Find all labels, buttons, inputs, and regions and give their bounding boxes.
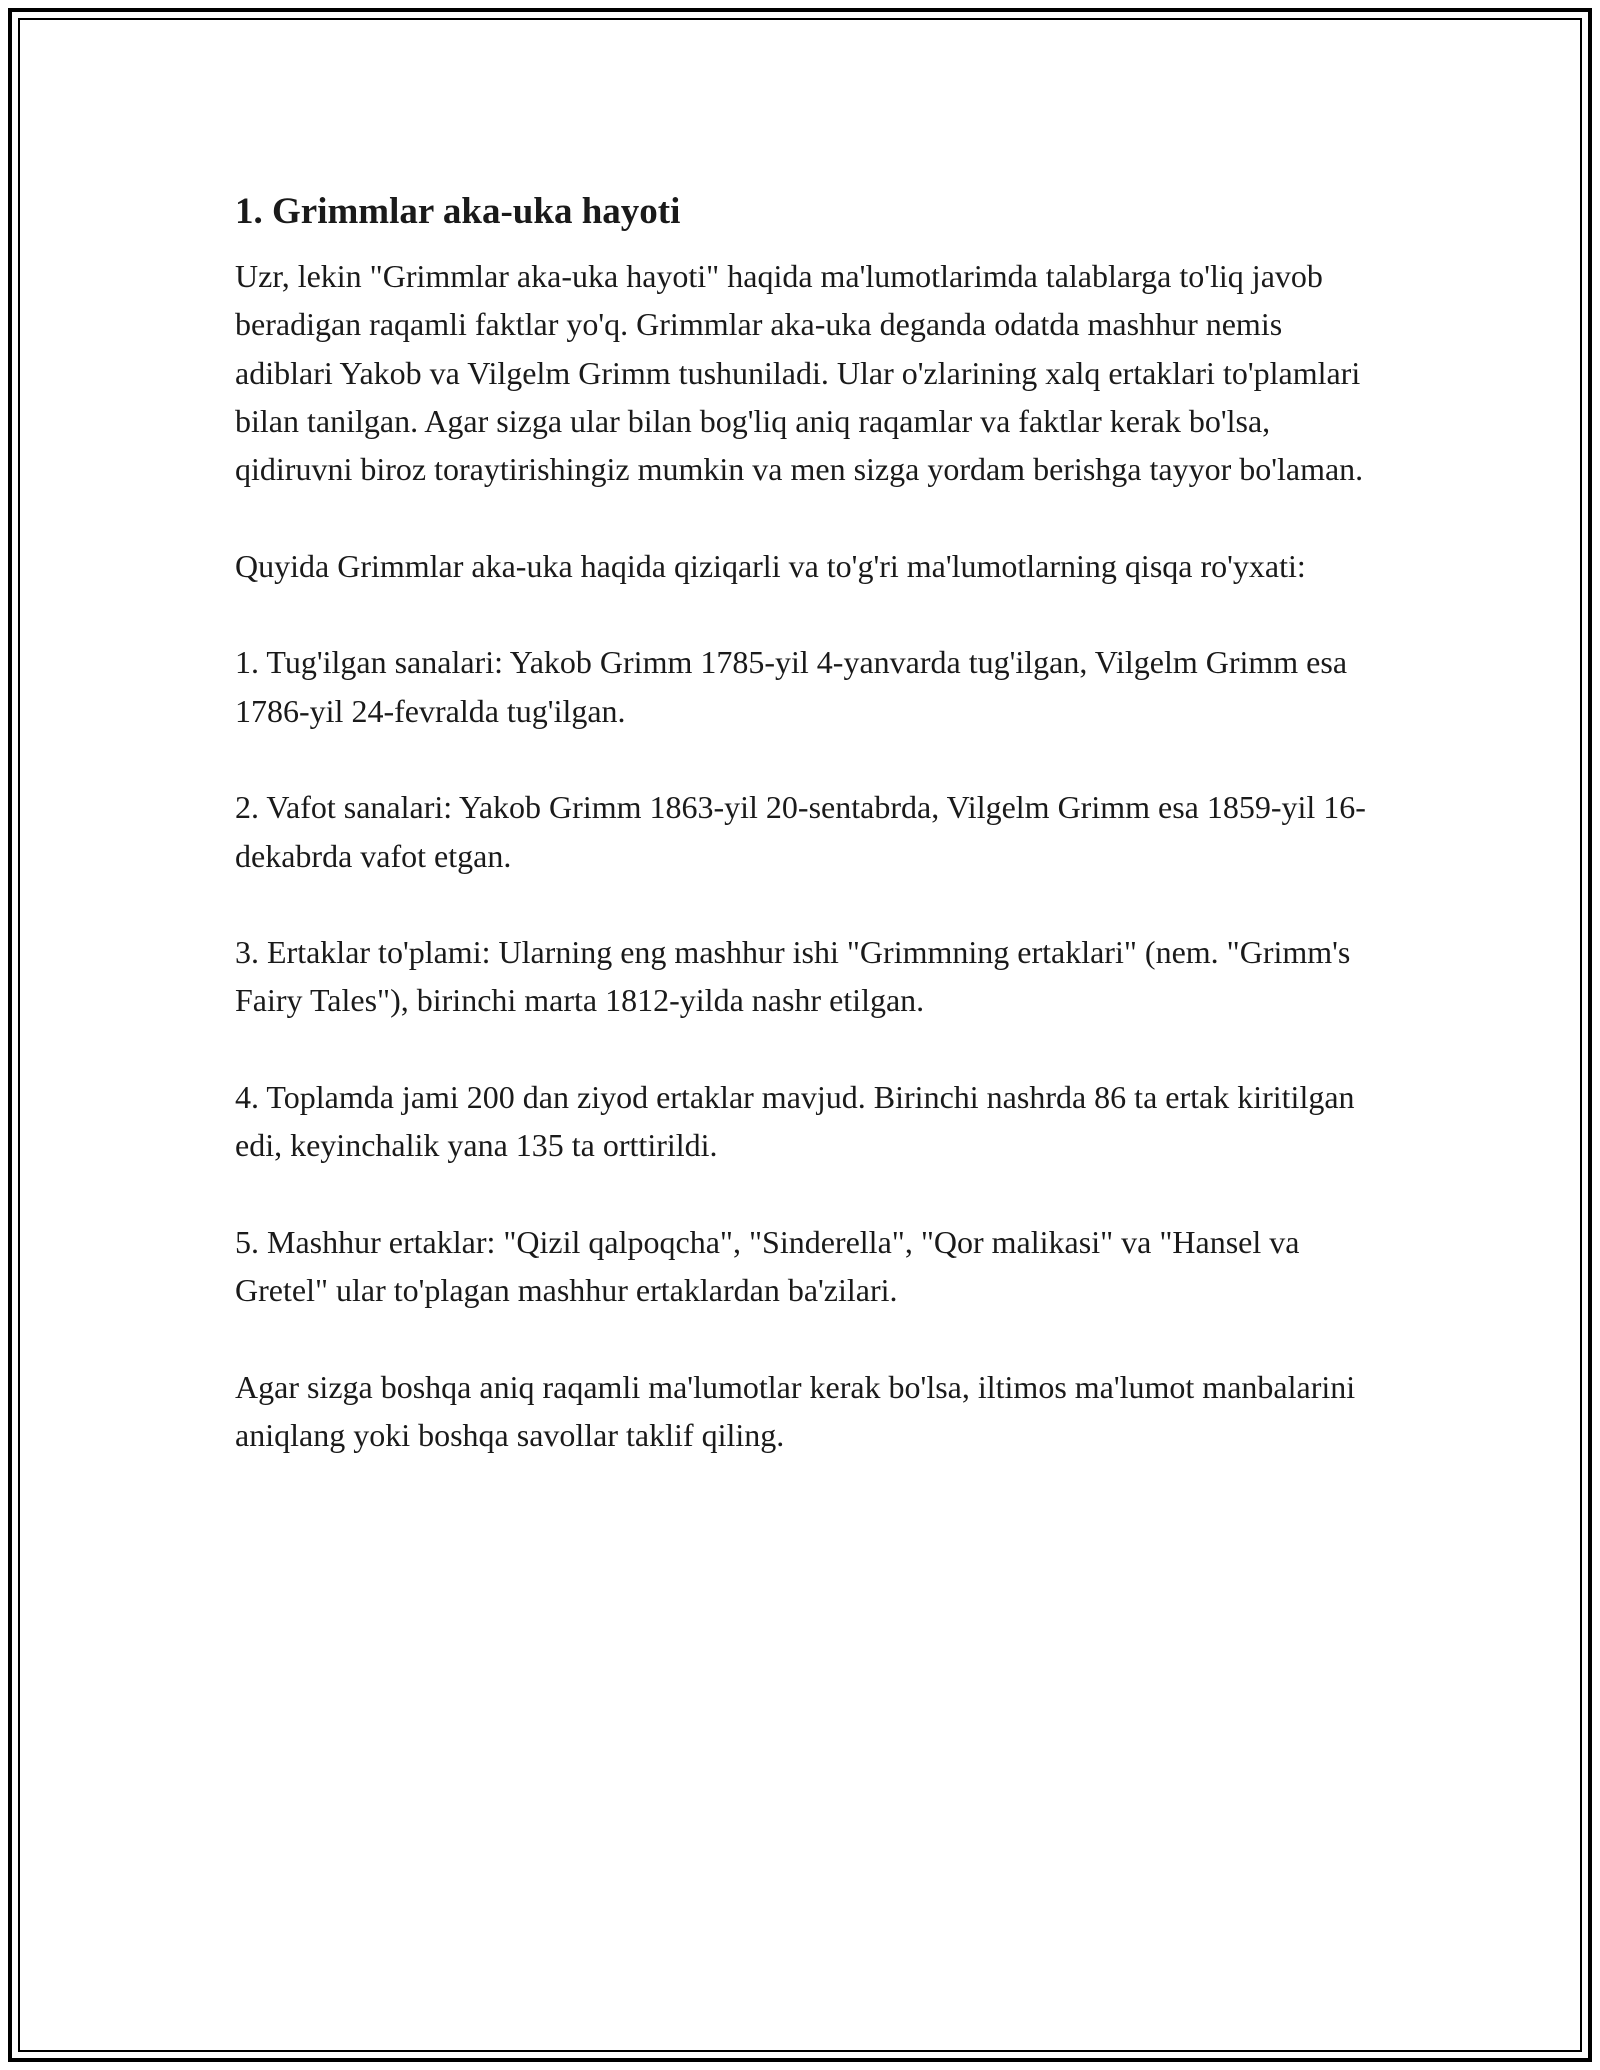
intro-paragraph: Uzr, lekin "Grimmlar aka-uka hayoti" haqida ma'lumotlarimda talablarga to'liq javob beradigan raqamli faktlar yo'q. Grimmlar aka-uka deganda odatda mashhur nemis adiblari Yakob va Vilgelm Grimm tushuniladi. Ular o'zlarining xalq ertaklari to'plamlari bilan tanilgan. Agar sizga ular bilan bog'liq aniq raqamlar va faktlar kerak bo'lsa, qidiruvni biroz toraytirishingiz mumkin va men sizga yordam berishga tayyor bo'laman. xyxy=(235,258,1364,488)
fact-death-dates: 2. Vafot sanalari: Yakob Grimm 1863-yil 20-sentabrda, Vilgelm Grimm esa 1859-yil 16-dekabrda vafot etgan. xyxy=(235,789,1366,874)
fact-famous-tales: 5. Mashhur ertaklar: "Qizil qalpoqcha", "Sinderella", "Qor malikasi" va "Hansel va Gretel" ular to'plagan mashhur ertaklardan ba'zilari. xyxy=(235,1223,1300,1309)
fact-tale-count: 4. Toplamda jami 200 dan ziyod ertaklar mavjud. Birinchi nashrda 86 ta ertak kiritilgan edi, keyinchalik yana 135 ta orttirildi. xyxy=(235,1079,1355,1164)
document-body xyxy=(235,186,1370,1508)
fact-birth-dates: 1. Tug'ilgan sanalari: Yakob Grimm 1785-yil 4-yanvarda tug'ilgan, Vilgelm Grimm esa 1786-yil 24-fevralda tug'ilgan. xyxy=(235,644,1348,729)
page-title: 1. Grimmlar aka-uka hayoti xyxy=(235,191,681,232)
fact-collection: 3. Ertaklar to'plami: Ularning eng mashhur ishi "Grimmning ertaklari" (nem. "Grimm's Fairy Tales"), birinchi marta 1812-yilda nashr etilgan. xyxy=(235,934,1351,1019)
closing-paragraph: Agar sizga boshqa aniq raqamli ma'lumotlar kerak bo'lsa, iltimos ma'lumot manbalarini aniqlang yoki boshqa savollar taklif qiling. xyxy=(235,1368,1356,1454)
list-intro-paragraph: Quyida Grimmlar aka-uka haqida qiziqarli va to'g'ri ma'lumotlarning qisqa ro'yxati: xyxy=(235,547,1306,584)
